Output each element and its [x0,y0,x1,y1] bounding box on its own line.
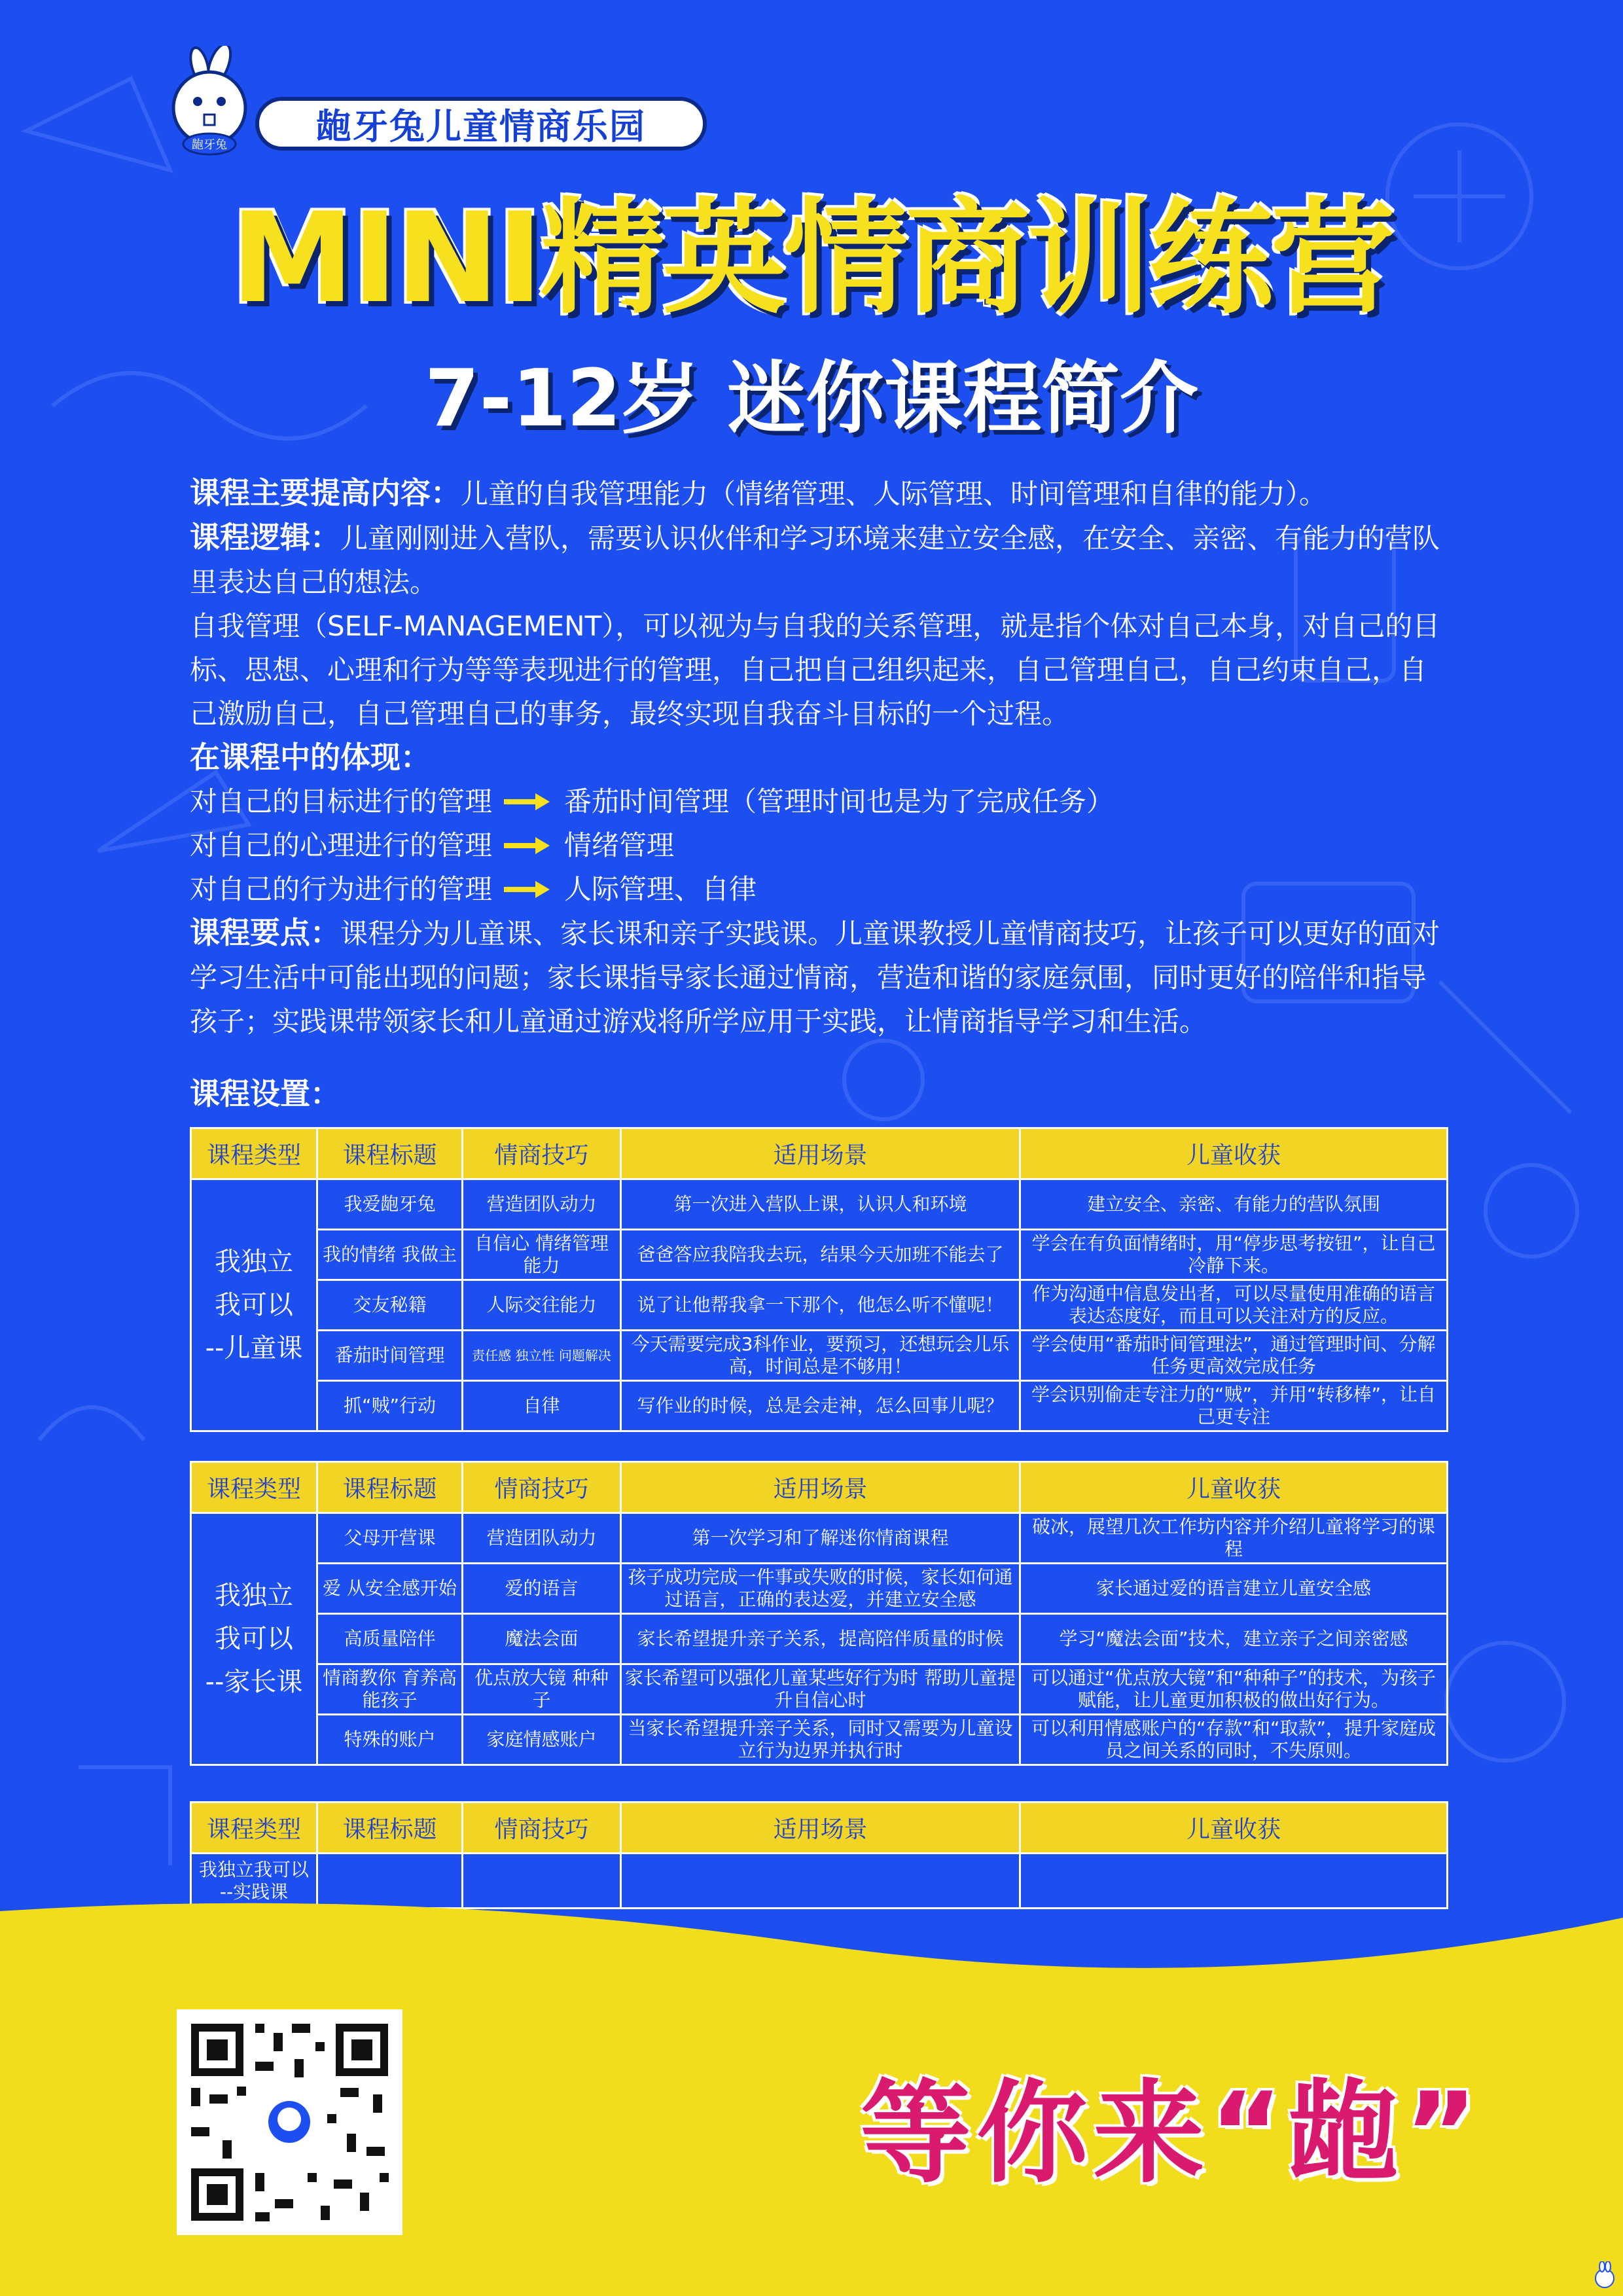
table-header-row [191,1803,1448,1854]
logo-badge-text: 龅牙兔 [192,138,227,152]
skill-cell: 责任感 独立性 问题解决 [463,1331,621,1381]
arrow-right-icon [504,792,550,812]
arrow-right-icon [504,880,550,899]
points-label: 课程要点： [190,915,340,950]
qr-code-icon [177,2009,402,2235]
scene-cell: 当家长希望提升亲子关系，同时又需要为儿童设立行为边界并执行时 [621,1715,1020,1765]
skill-cell: 自信心 情绪管理能力 [463,1230,621,1280]
course-type-line: --儿童课 [205,1333,303,1363]
gain-cell: 可以通过“优点放大镜”和“种种子”的技术，为孩子赋能，让儿童更加积极的做出好行为。 [1020,1664,1448,1715]
course-type-line: 我可以 [215,1290,293,1320]
header-course-type: 课程类型 [191,1128,317,1179]
header-gain: 儿童收获 [1020,1462,1448,1513]
course-type-cell [191,1513,317,1765]
gain-cell: 破冰，展望几次工作坊内容并介绍儿童将学习的课程 [1020,1513,1448,1564]
reflect-right: 情绪管理 [564,829,675,861]
table-header-row [191,1462,1448,1513]
header-course-title: 课程标题 [317,1462,463,1513]
reflect-label: 在课程中的体现： [190,740,431,775]
points-paragraph [190,911,1453,1043]
header-eq-skill: 情商技巧 [463,1128,621,1179]
gain-cell: 学会在有负面情绪时，用“停步思考按钮”，让自己冷静下来。 [1020,1230,1448,1280]
course-type-cell: 我独立我可以 --实践课 [191,1854,317,1909]
rabbit-mascot-icon [157,46,275,157]
course-type-line: --家长课 [205,1667,303,1697]
skill-cell: 营造团队动力 [463,1179,621,1230]
scene-cell: 第一次进入营队上课，认识人和环境 [621,1179,1020,1230]
header-gain: 儿童收获 [1020,1128,1448,1179]
rabbit-mascot-icon [1590,2261,1620,2291]
reflect-row [190,823,1453,867]
course-type-cell [191,1179,317,1431]
course-title-cell: 爱 从安全感开始 [317,1564,463,1614]
skill-cell: 家庭情感账户 [463,1715,621,1765]
parents-course-table [190,1461,1448,1766]
course-type-line: 我独立 [215,1247,293,1277]
header-course-type: 课程类型 [191,1803,317,1854]
scene-cell: 写作业的时候，总是会走神，怎么回事儿呢？ [621,1381,1020,1431]
table-row [191,1280,1448,1331]
scene-cell: 第一次学习和了解迷你情商课程 [621,1513,1020,1564]
slogan: 等你来“龅” [860,2069,1483,2198]
course-title-cell: 抓“贼”行动 [317,1381,463,1431]
gain-cell: 家长通过爱的语言建立儿童安全感 [1020,1564,1448,1614]
reflect-row [190,867,1453,911]
children-course-table [190,1127,1448,1432]
course-title-cell: 情商教你 育养高能孩子 [317,1664,463,1715]
goal-paragraph [190,471,1453,516]
gain-cell: 建立安全、亲密、有能力的营队氛围 [1020,1179,1448,1230]
reflect-right: 人际管理、自律 [564,873,757,905]
skill-cell: 自律 [463,1381,621,1431]
table-row [191,1331,1448,1381]
header-gain: 儿童收获 [1020,1803,1448,1854]
course-title-cell: 高质量陪伴 [317,1614,463,1664]
skill-cell: 营造团队动力 [463,1513,621,1564]
table-row [191,1179,1448,1230]
course-type-line: 我可以 [215,1624,293,1654]
table-row [191,1715,1448,1765]
table-row [191,1664,1448,1715]
header-scene: 适用场景 [621,1128,1020,1179]
header-scene: 适用场景 [621,1803,1020,1854]
practice-course-table [190,1801,1448,1909]
table-row [191,1381,1448,1431]
logic-label: 课程逻辑： [190,520,340,555]
logo-pill [255,97,707,151]
skill-cell: 人际交往能力 [463,1280,621,1331]
points-text: 课程分为儿童课、家长课和亲子实践课。儿童课教授儿童情商技巧，让孩子可以更好的面对学习生活中可能出现的问题；家长课指导家长通过情商，营造和谐的家庭氛围，同时更好的陪伴和指导孩子；实践课带领家长和儿童通过游戏将所学应用于实践，让情商指导学习和生活。 [190,918,1440,1037]
brand-logo [157,46,720,157]
scene-cell: 孩子成功完成一件事或失败的时候，家长如何通过语言，正确的表达爱，并建立安全感 [621,1564,1020,1614]
course-title-cell: 番茄时间管理 [317,1331,463,1381]
scene-cell: 家长希望可以强化儿童某些好行为时 帮助儿童提升自信心时 [621,1664,1020,1715]
arrow-right-icon [504,836,550,855]
skill-cell: 爱的语言 [463,1564,621,1614]
header-scene: 适用场景 [621,1462,1020,1513]
logic-paragraph [190,516,1453,604]
table-row [191,1564,1448,1614]
goal-label: 课程主要提高内容： [190,475,461,511]
self-management-paragraph: 自我管理（SELF-MANAGEMENT），可以视为与自我的关系管理，就是指个体对自己本身，对自己的目标、思想、心理和行为等等表现进行的管理，自己把自己组织起来，自己管理自己，自己约束自己，自己激励自己，自己管理自己的事务，最终实现自我奋斗目标的一个过程。 [190,610,1440,730]
header-eq-skill: 情商技巧 [463,1462,621,1513]
course-title-cell: 交友秘籍 [317,1280,463,1331]
reflect-right: 番茄时间管理（管理时间也是为了完成任务） [564,785,1115,817]
table-row [191,1230,1448,1280]
gain-cell: 可以利用情感账户的“存款”和“取款”，提升家庭成员之间关系的同时，不失原则。 [1020,1715,1448,1765]
course-title-cell: 我的情绪 我做主 [317,1230,463,1280]
reflect-row [190,780,1453,823]
reflect-left: 对自己的心理进行的管理 [190,829,493,861]
page-title: MINI精英情商训练营 [230,186,1393,331]
page-subtitle: 7-12岁 迷你课程简介 [424,353,1199,444]
header-course-title: 课程标题 [317,1803,463,1854]
scene-cell: 今天需要完成3科作业，要预习，还想玩会儿乐高，时间总是不够用！ [621,1331,1020,1381]
scene-cell: 爸爸答应我陪我去玩，结果今天加班不能去了 [621,1230,1020,1280]
gain-cell: 作为沟通中信息发出者，可以尽量使用准确的语言表达态度好，而且可以关注对方的反应。 [1020,1280,1448,1331]
table-header-row [191,1128,1448,1179]
table-row [191,1513,1448,1564]
scene-cell: 家长希望提升亲子关系，提高陪伴质量的时候 [621,1614,1020,1664]
course-setup-heading: 课程设置： [190,1076,340,1111]
scene-cell: 说了让他帮我拿一下那个，他怎么听不懂呢！ [621,1280,1020,1331]
intro-section [190,471,1453,1043]
skill-cell: 优点放大镜 种种子 [463,1664,621,1715]
logo-text: 龅牙兔儿童情商乐园 [316,105,646,147]
header-course-type: 课程类型 [191,1462,317,1513]
course-title-cell: 我爱龅牙兔 [317,1179,463,1230]
course-title-cell: 特殊的账户 [317,1715,463,1765]
gain-cell: 学会使用“番茄时间管理法”，通过管理时间、分解任务更高效完成任务 [1020,1331,1448,1381]
logic-text: 儿童刚刚进入营队，需要认识伙伴和学习环境来建立安全感，在安全、亲密、有能力的营队里表达自己的想法。 [190,522,1440,598]
gain-cell: 学习“魔法会面”技术，建立亲子之间亲密感 [1020,1614,1448,1664]
goal-text: 儿童的自我管理能力（情绪管理、人际管理、时间管理和自律的能力）。 [461,478,1327,510]
gain-cell: 学会识别偷走专注力的“贼”，并用“转移棒”，让自己更专注 [1020,1381,1448,1431]
skill-cell: 魔法会面 [463,1614,621,1664]
header-eq-skill: 情商技巧 [463,1803,621,1854]
table-row [191,1614,1448,1664]
course-title-cell: 父母开营课 [317,1513,463,1564]
course-type-line: 我独立 [215,1581,293,1611]
reflect-left: 对自己的行为进行的管理 [190,873,493,905]
header-course-title: 课程标题 [317,1128,463,1179]
reflect-left: 对自己的目标进行的管理 [190,785,493,817]
